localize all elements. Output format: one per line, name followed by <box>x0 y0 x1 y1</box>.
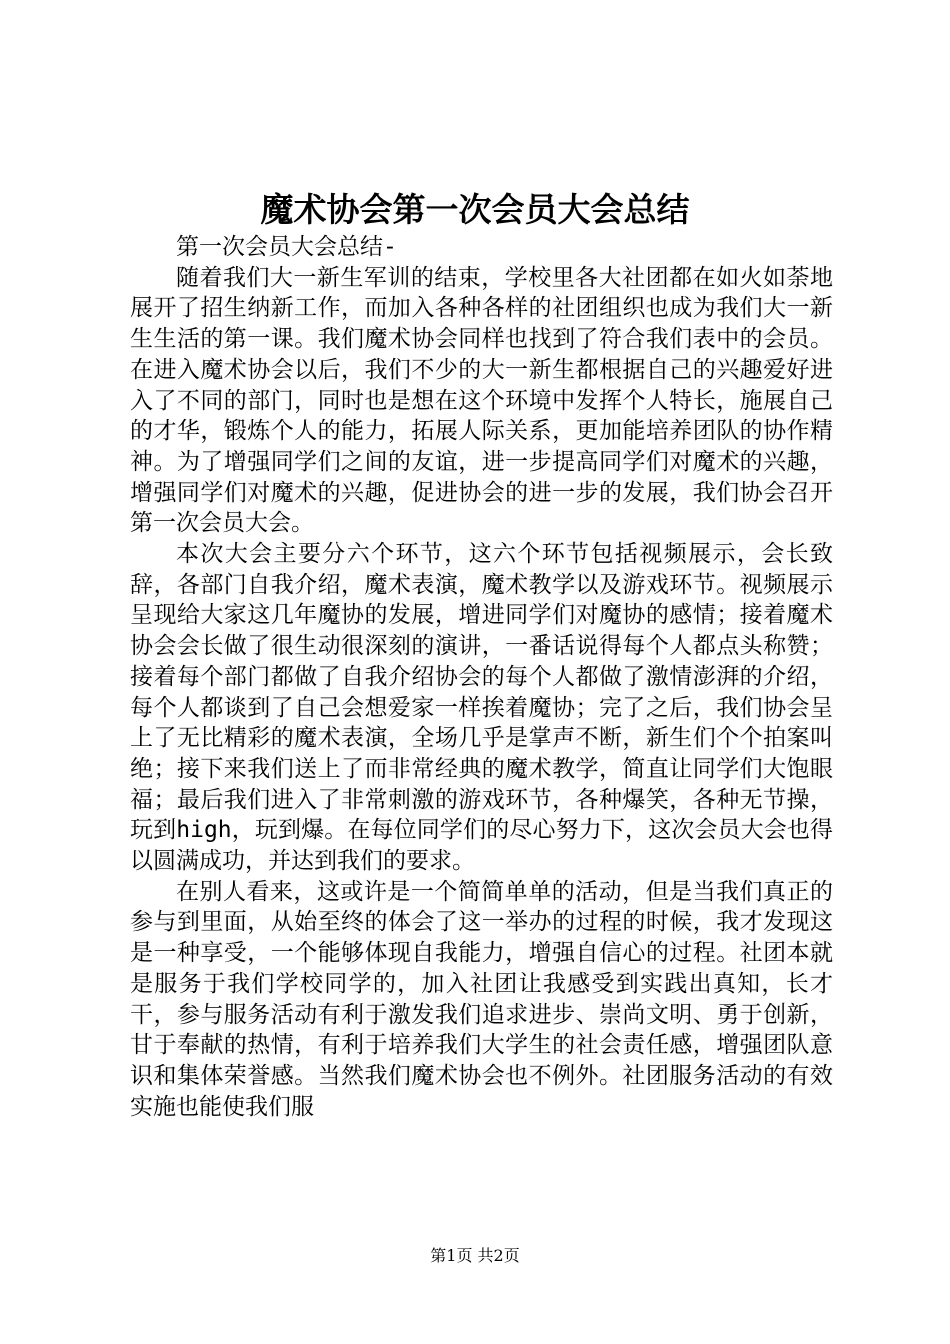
document-title: 魔术协会第一次会员大会总结 <box>260 190 690 229</box>
paragraph-2: 本次大会主要分六个环节，这六个环节包括视频展示，会长致辞，各部门自我介绍，魔术表演，魔术教学以及游戏环节。视频展示呈现给大家这几年魔协的发展，增进同学们对魔协的感情；接着魔术协会会长做了很生动很深刻的演讲，一番话说得每个人都点头称赞；接着每个部门都做了自我介绍协会的每个人都做了激情澎湃的介绍，每个人都谈到了自己会想爱家一样挨着魔协；完了之后，我们协会呈上了无比精彩的魔术表演，全场几乎是掌声不断，新生们个个拍案叫绝；接下来我们送上了而非常经典的魔术教学，简直让同学们大饱眼福；最后我们进入了非常刺激的游戏环节，各种爆笑，各种无节操，玩到high，玩到爆。在每位同学们的尽心努力下，这次会员大会也得以圆满成功，并达到我们的要求。 <box>130 541 833 875</box>
document-body <box>130 232 833 1122</box>
paragraph-subtitle: 第一次会员大会总结- <box>176 234 397 260</box>
paragraph-1: 随着我们大一新生军训的结束，学校里各大社团都在如火如荼地展开了招生纳新工作，而加入各种各样的社团组织也成为我们大一新生生活的第一课。我们魔术协会同样也找到了符合我们表中的会员。在进入魔术协会以后，我们不少的大一新生都根据自己的兴趣爱好进入了不同的部门，同时也是想在这个环境中发挥个人特长，施展自己的才华，锻炼个人的能力，拓展人际关系，更加能培养团队的协作精神。为了增强同学们之间的友谊，进一步提高同学们对魔术的兴趣，增强同学们对魔术的兴趣，促进协会的进一步的发展，我们协会召开第一次会员大会。 <box>130 264 833 537</box>
paragraph-3: 在别人看来，这或许是一个简简单单的活动，但是当我们真正的参与到里面，从始至终的体会了这一举办的过程的时候，我才发现这是一种享受，一个能够体现自我能力，增强自信心的过程。社团本就是服务于我们学校同学的，加入社团让我感受到实践出真知，长才干，参与服务活动有利于激发我们追求进步、崇尚文明、勇于创新，甘于奉献的热情，有利于培养我们大学生的社会责任感，增强团队意识和集体荣誉感。当然我们魔术协会也不例外。社团服务活动的有效实施也能使我们服 <box>130 878 833 1120</box>
page-number-footer: 第1页 共2页 <box>430 1246 520 1265</box>
